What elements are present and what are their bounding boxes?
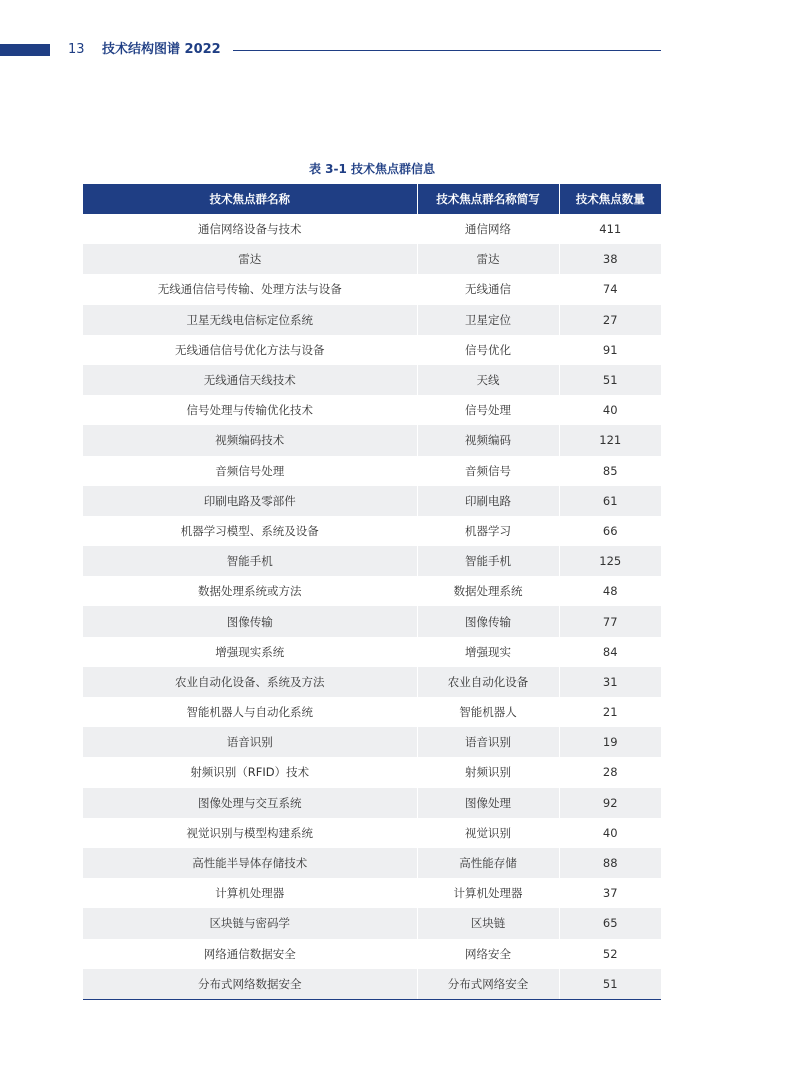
cell-name: 计算机处理器 — [83, 878, 417, 908]
cell-short-name: 视频编码 — [417, 425, 559, 455]
cell-short-name: 语音识别 — [417, 727, 559, 757]
table-row — [83, 546, 661, 576]
cell-count: 51 — [559, 969, 661, 1000]
cell-short-name: 机器学习 — [417, 516, 559, 546]
table-row — [83, 757, 661, 787]
cell-count: 61 — [559, 486, 661, 516]
cell-short-name: 图像传输 — [417, 606, 559, 636]
cell-short-name: 智能手机 — [417, 546, 559, 576]
table-row — [83, 969, 661, 1000]
cell-name: 信号处理与传输优化技术 — [83, 395, 417, 425]
cell-count: 37 — [602, 886, 618, 901]
table-row — [83, 637, 661, 667]
table-row — [83, 908, 661, 938]
cell-short-name: 高性能存储 — [417, 848, 559, 878]
cell-name: 区块链与密码学 — [83, 908, 417, 938]
table-row — [83, 848, 661, 878]
table-row — [83, 727, 661, 757]
cell-short-name: 信号处理 — [417, 395, 559, 425]
table-row — [83, 878, 661, 908]
cell-short-name: 网络安全 — [417, 939, 559, 969]
cell-short-name: 卫星定位 — [417, 305, 559, 335]
header-rule — [233, 50, 661, 51]
cell-name: 高性能半导体存储技术 — [83, 848, 417, 878]
cell-count: 411 — [599, 222, 622, 237]
cell-name: 智能手机 — [83, 546, 417, 576]
cell-short-name: 印刷电路 — [417, 486, 559, 516]
cell-count: 40 — [602, 403, 618, 418]
table-row — [83, 818, 661, 848]
table-caption: 表 3-1 技术焦点群信息 — [308, 162, 436, 176]
tech-focus-table — [83, 184, 661, 1000]
cell-count: 48 — [602, 584, 618, 599]
cell-count: 85 — [602, 463, 618, 478]
cell-short-name: 音频信号 — [417, 456, 559, 486]
table-header-row — [83, 184, 661, 214]
table-row — [83, 606, 661, 636]
cell-count: 91 — [602, 342, 618, 357]
cell-count: 66 — [602, 523, 618, 538]
table-row — [83, 365, 661, 395]
cell-name: 音频信号处理 — [83, 456, 417, 486]
cell-count: 88 — [559, 848, 661, 878]
column-header-name: 技术焦点群名称 — [83, 184, 417, 214]
table-row — [83, 456, 661, 486]
cell-name: 分布式网络数据安全 — [83, 969, 417, 1000]
cell-short-name: 分布式网络安全 — [417, 969, 559, 1000]
cell-name: 数据处理系统或方法 — [83, 576, 417, 606]
table-row — [83, 335, 661, 365]
cell-short-name: 智能机器人 — [417, 697, 559, 727]
cell-short-name: 农业自动化设备 — [417, 667, 559, 697]
table-row — [83, 274, 661, 304]
cell-short-name: 计算机处理器 — [417, 878, 559, 908]
cell-count: 125 — [559, 546, 661, 576]
cell-count: 19 — [559, 727, 661, 757]
cell-name: 无线通信天线技术 — [83, 365, 417, 395]
column-header-count: 技术焦点数量 — [559, 184, 661, 214]
table-row — [83, 214, 661, 244]
cell-short-name: 射频识别 — [417, 757, 559, 787]
cell-count: 121 — [559, 425, 661, 455]
cell-name: 智能机器人与自动化系统 — [83, 697, 417, 727]
table-row — [83, 425, 661, 455]
cell-name: 图像处理与交互系统 — [83, 788, 417, 818]
cell-short-name: 信号优化 — [417, 335, 559, 365]
cell-name: 通信网络设备与技术 — [83, 214, 417, 244]
cell-name: 雷达 — [83, 244, 417, 274]
cell-short-name: 区块链 — [417, 908, 559, 938]
column-header-short-name: 技术焦点群名称简写 — [417, 184, 559, 214]
cell-short-name: 通信网络 — [417, 214, 559, 244]
cell-short-name: 雷达 — [417, 244, 559, 274]
table-row — [83, 395, 661, 425]
document-title: 技术结构图谱 2022 — [102, 42, 221, 57]
cell-name: 语音识别 — [83, 727, 417, 757]
cell-name: 农业自动化设备、系统及方法 — [83, 667, 417, 697]
cell-count: 21 — [602, 705, 618, 720]
table-row — [83, 305, 661, 335]
table-body — [83, 214, 661, 999]
cell-name: 图像传输 — [83, 606, 417, 636]
cell-count: 51 — [559, 365, 661, 395]
table-row — [83, 939, 661, 969]
cell-name: 印刷电路及零部件 — [83, 486, 417, 516]
cell-count: 27 — [559, 305, 661, 335]
cell-count: 52 — [602, 946, 618, 961]
cell-name: 网络通信数据安全 — [83, 939, 417, 969]
cell-name: 视频编码技术 — [83, 425, 417, 455]
table-row — [83, 788, 661, 818]
cell-count: 40 — [602, 825, 618, 840]
cell-name: 射频识别（RFID）技术 — [83, 757, 417, 787]
cell-short-name: 增强现实 — [417, 637, 559, 667]
table-row — [83, 486, 661, 516]
cell-short-name: 图像处理 — [417, 788, 559, 818]
cell-name: 视觉识别与模型构建系统 — [83, 818, 417, 848]
cell-count: 38 — [559, 244, 661, 274]
cell-short-name: 数据处理系统 — [417, 576, 559, 606]
cell-name: 无线通信信号传输、处理方法与设备 — [83, 274, 417, 304]
table-row — [83, 516, 661, 546]
cell-count: 74 — [602, 282, 618, 297]
cell-short-name: 无线通信 — [417, 274, 559, 304]
cell-count: 92 — [559, 788, 661, 818]
cell-count: 65 — [559, 908, 661, 938]
cell-name: 无线通信信号优化方法与设备 — [83, 335, 417, 365]
table-row — [83, 576, 661, 606]
cell-count: 28 — [602, 765, 618, 780]
cell-short-name: 天线 — [417, 365, 559, 395]
cell-name: 卫星无线电信标定位系统 — [83, 305, 417, 335]
table-row — [83, 244, 661, 274]
cell-name: 机器学习模型、系统及设备 — [83, 516, 417, 546]
table-row — [83, 697, 661, 727]
cell-count: 77 — [559, 606, 661, 636]
cell-count: 84 — [602, 644, 618, 659]
table-row — [83, 667, 661, 697]
cell-short-name: 视觉识别 — [417, 818, 559, 848]
header-accent-bar — [0, 44, 50, 56]
cell-name: 增强现实系统 — [83, 637, 417, 667]
page-number: 13 — [68, 42, 85, 57]
cell-count: 31 — [559, 667, 661, 697]
